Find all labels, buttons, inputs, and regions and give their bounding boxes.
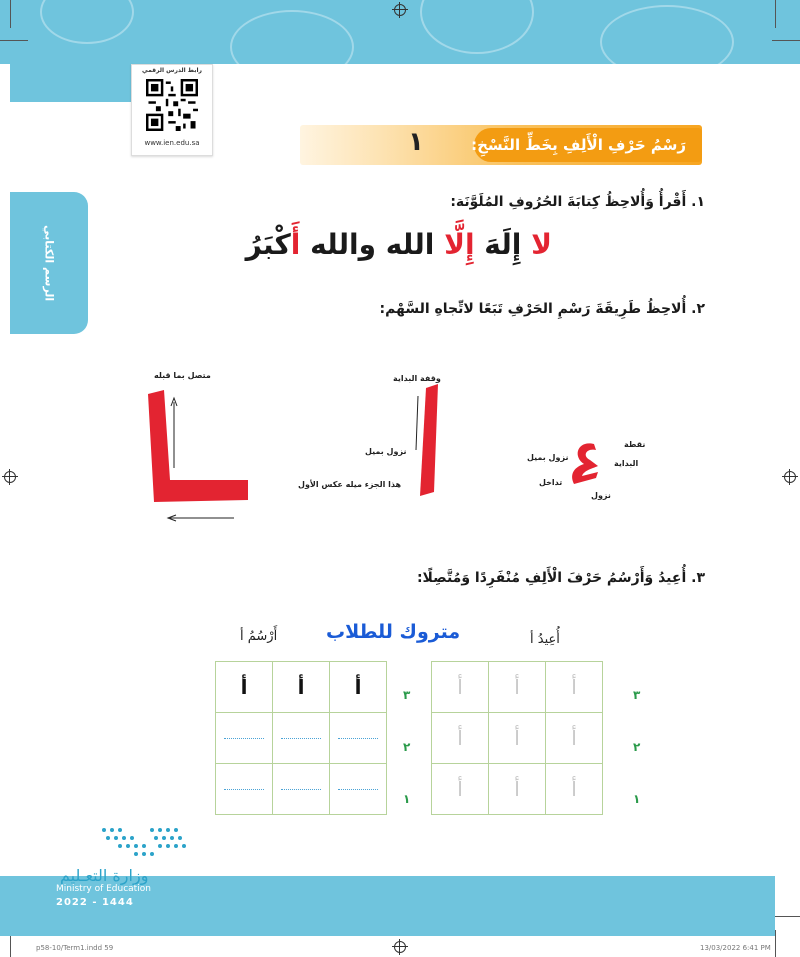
connected-alef-shape xyxy=(148,390,248,502)
descent-label: نزول xyxy=(591,491,611,500)
registration-mark-icon xyxy=(784,471,796,483)
crop-mark xyxy=(775,0,776,28)
start-label: البداية xyxy=(614,459,639,468)
draw-cell[interactable] xyxy=(273,764,330,815)
phrase-red-part: أَ xyxy=(290,228,301,261)
table-row xyxy=(216,713,387,764)
ministry-logo-icon xyxy=(98,826,194,860)
row-number: ١ xyxy=(403,792,411,806)
instruction-3: ٣. أُعِيدُ وَأَرْسُمُ حَرْفَ الْأَلِفِ مُنْفَرِدًا وَمُتَّصِلًا: xyxy=(416,570,705,586)
row-number: ٣ xyxy=(403,688,411,702)
isolated-alef-diagram xyxy=(404,380,444,500)
table-row xyxy=(216,764,387,815)
descent-arrow-line xyxy=(416,396,418,450)
repeat-header: أُعِيدُ أ xyxy=(530,632,560,647)
trace-cell[interactable]: أ xyxy=(489,764,546,815)
phrase-red-part: لا xyxy=(531,228,552,261)
phrase-part: الله xyxy=(376,228,445,261)
draw-cell[interactable] xyxy=(216,713,273,764)
crop-mark xyxy=(10,0,11,28)
trace-cell[interactable]: أ xyxy=(546,764,603,815)
instruction-1: ١. أَقْرأُ وَأُلاحِظُ كِتابَةَ الحُرُوفِ المُلَوَّنَة: xyxy=(450,194,705,210)
phrase-part: كْبَرُ xyxy=(245,228,291,261)
registration-mark-icon xyxy=(394,941,406,953)
draw-grid xyxy=(215,661,387,815)
lesson-number: ١ xyxy=(408,127,424,157)
qr-code-icon[interactable] xyxy=(146,79,198,131)
crop-mark xyxy=(0,40,28,41)
ministry-year: 2022 - 1444 xyxy=(56,897,134,908)
registration-mark-icon xyxy=(394,4,406,16)
registration-mark-icon xyxy=(4,471,16,483)
row-number: ١ xyxy=(633,792,641,806)
instruction-2: ٢. أُلاحِظُ طَرِيقَةَ رَسْمِ الحَرْفِ تَبَعًا لاتِّجاهِ السَّهْم: xyxy=(379,301,705,317)
draw-header: أَرْسُمُ أ xyxy=(240,629,278,644)
trace-cell[interactable]: أ xyxy=(546,662,603,713)
print-timestamp: 13/03/2022 6:41 PM xyxy=(700,944,771,952)
draw-cell[interactable] xyxy=(330,764,387,815)
slanted-descent2-label: نزول بميل xyxy=(527,453,569,462)
slanted-descent-label: نزول بميل xyxy=(365,447,407,456)
row-number: ٣ xyxy=(633,688,641,702)
hamza-diagram xyxy=(568,438,608,514)
sidebar-tab xyxy=(10,192,88,334)
phrase-red-part: إِلَّا xyxy=(444,228,475,261)
draw-cell[interactable]: أ xyxy=(273,662,330,713)
trace-cell[interactable]: أ xyxy=(432,764,489,815)
draw-cell[interactable]: أ xyxy=(330,662,387,713)
start-point-label: وقفة البداية xyxy=(393,374,441,383)
crop-mark xyxy=(772,40,800,41)
phrase-part: إِلَهَ xyxy=(474,228,532,261)
lesson-title: رَسْمُ حَرْفِ الْأَلِفِ بِخَطِّ النَّسْخِ: xyxy=(471,136,686,154)
takbir-phrase xyxy=(246,228,552,261)
phrase-part: والله xyxy=(300,228,377,261)
connected-label: متصل بما قبله xyxy=(154,371,211,380)
title-pill xyxy=(471,128,702,162)
row-number: ٢ xyxy=(633,740,641,754)
hamza-shape xyxy=(572,443,598,484)
draw-cell[interactable]: أ xyxy=(216,662,273,713)
draw-cell[interactable] xyxy=(216,764,273,815)
opposite-part-label: هذا الجزء ميله عكس الأول xyxy=(298,480,402,489)
table-row xyxy=(432,713,603,764)
trace-cell[interactable]: أ xyxy=(432,662,489,713)
ministry-name-english: Ministry of Education xyxy=(56,884,151,894)
draw-cell[interactable] xyxy=(273,713,330,764)
draw-cell[interactable] xyxy=(330,713,387,764)
isolated-alef-shape xyxy=(420,384,438,496)
students-note: متروك للطلاب xyxy=(326,621,461,643)
point-label: نقطة xyxy=(624,440,646,449)
row-number: ٢ xyxy=(403,740,411,754)
table-row xyxy=(432,662,603,713)
file-slug: p58-10/Term1.indd 59 xyxy=(36,944,114,952)
repeat-grid xyxy=(431,661,603,815)
qr-card[interactable] xyxy=(131,64,213,156)
lesson-title-band xyxy=(300,125,702,165)
trace-cell[interactable]: أ xyxy=(546,713,603,764)
qr-label: رابط الدرس الرقمي xyxy=(142,67,202,74)
qr-url[interactable]: www.ien.edu.sa xyxy=(144,139,200,147)
crop-mark xyxy=(775,930,776,957)
table-row xyxy=(216,662,387,713)
overlap-label: تداخل xyxy=(539,478,563,487)
sidebar-tab-label: الرسم الكتابي xyxy=(42,224,56,302)
crop-mark xyxy=(772,916,800,917)
trace-cell[interactable]: أ xyxy=(432,713,489,764)
trace-cell[interactable]: أ xyxy=(489,662,546,713)
ministry-name-arabic: وزارة التعـليم xyxy=(60,866,149,885)
table-row xyxy=(432,764,603,815)
connected-alef-diagram xyxy=(130,380,260,525)
trace-cell[interactable]: أ xyxy=(489,713,546,764)
